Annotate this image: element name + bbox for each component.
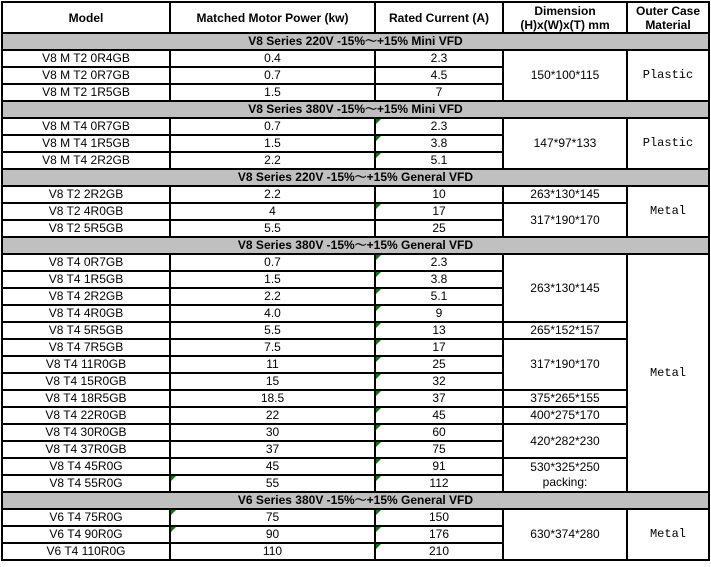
power-cell: 0.7	[170, 118, 375, 135]
power-cell: 7.5	[170, 339, 375, 356]
table-row	[2, 50, 709, 67]
material-cell: Plastic	[627, 50, 709, 101]
model-cell: V8 T4 11R0GB	[2, 356, 170, 373]
model-cell: V8 T2 4R0GB	[2, 203, 170, 220]
dimension-value: 530*325*250	[530, 460, 600, 474]
green-triangle-icon	[376, 119, 381, 124]
dimension-packing-note: packing:	[542, 475, 588, 489]
table-row	[2, 390, 709, 407]
current-cell: 60	[375, 424, 503, 441]
power-cell: 55	[170, 475, 375, 492]
model-cell: V8 T4 37R0GB	[2, 441, 170, 458]
green-triangle-icon	[376, 255, 381, 260]
header-row	[2, 2, 709, 33]
green-triangle-icon	[171, 527, 176, 532]
section-title: V8 Series 220V -15%～+15% Mini VFD	[2, 33, 709, 50]
dimension-cell: 375*265*155	[503, 390, 627, 407]
power-cell: 5.5	[170, 322, 375, 339]
current-cell: 210	[375, 543, 503, 560]
power-cell: 45	[170, 458, 375, 475]
dimension-cell: 420*282*230	[503, 424, 627, 458]
column-header-material-line2: Material	[645, 17, 691, 32]
section-title: V8 Series 380V -15%～+15% Mini VFD	[2, 101, 709, 118]
power-cell: 0.7	[170, 67, 375, 84]
power-cell: 90	[170, 526, 375, 543]
model-cell: V8 T4 4R0GB	[2, 305, 170, 322]
current-cell: 37	[375, 390, 503, 407]
power-cell: 37	[170, 441, 375, 458]
green-triangle-icon	[376, 544, 381, 549]
model-cell: V8 T4 22R0GB	[2, 407, 170, 424]
current-cell: 112	[375, 475, 503, 492]
section-header-row	[2, 101, 709, 118]
power-cell: 2.2	[170, 288, 375, 305]
power-cell: 2.2	[170, 152, 375, 169]
green-triangle-icon	[376, 391, 381, 396]
green-triangle-icon	[376, 425, 381, 430]
column-header-model: Model	[2, 2, 170, 33]
dimension-cell: 263*130*145	[503, 254, 627, 322]
column-header-material-line1: Outer Case	[635, 3, 701, 18]
model-cell: V8 T2 5R5GB	[2, 220, 170, 237]
green-triangle-icon	[376, 476, 381, 481]
model-cell: V8 M T4 0R7GB	[2, 118, 170, 135]
current-cell: 13	[375, 322, 503, 339]
section-title: V8 Series 380V -15%～+15% General VFD	[2, 237, 709, 254]
power-cell: 4	[170, 203, 375, 220]
green-triangle-icon	[376, 153, 381, 158]
green-triangle-icon	[376, 442, 381, 447]
dimension-cell: 630*374*280	[503, 509, 627, 560]
model-cell: V6 T4 75R0G	[2, 509, 170, 526]
table-row	[2, 203, 709, 220]
current-cell: 3.8	[375, 271, 503, 288]
green-triangle-icon	[171, 476, 176, 481]
green-triangle-icon	[376, 408, 381, 413]
material-cell: Metal	[627, 254, 709, 492]
green-triangle-icon	[376, 510, 381, 515]
dimension-cell	[503, 458, 627, 492]
model-cell: V8 T4 5R5GB	[2, 322, 170, 339]
material-cell: Plastic	[627, 118, 709, 169]
current-cell: 5.1	[375, 288, 503, 305]
model-cell: V8 T4 30R0GB	[2, 424, 170, 441]
dimension-cell: 317*190*170	[503, 339, 627, 390]
current-cell: 3.8	[375, 135, 503, 152]
dimension-cell: 400*275*170	[503, 407, 627, 424]
dimension-cell: 263*130*145	[503, 186, 627, 203]
current-cell: 17	[375, 339, 503, 356]
current-cell: 10	[375, 186, 503, 203]
green-triangle-icon	[376, 323, 381, 328]
material-cell: Metal	[627, 186, 709, 237]
model-cell: V8 M T2 0R4GB	[2, 50, 170, 67]
power-cell: 75	[170, 509, 375, 526]
column-header-dimension	[503, 2, 627, 33]
green-triangle-icon	[376, 204, 381, 209]
table-row	[2, 118, 709, 135]
dimension-cell: 150*100*115	[503, 50, 627, 101]
table-row	[2, 458, 709, 475]
current-cell: 9	[375, 305, 503, 322]
section-title: V8 Series 220V -15%～+15% General VFD	[2, 169, 709, 186]
model-cell: V8 T4 18R5GB	[2, 390, 170, 407]
current-cell: 150	[375, 509, 503, 526]
current-cell: 5.1	[375, 152, 503, 169]
power-cell: 4.0	[170, 305, 375, 322]
table-row	[2, 339, 709, 356]
power-cell: 1.5	[170, 135, 375, 152]
column-header-material	[627, 2, 709, 33]
section-header-row	[2, 169, 709, 186]
column-header-power: Matched Motor Power (kw)	[170, 2, 375, 33]
power-cell: 22	[170, 407, 375, 424]
model-cell: V8 T2 2R2GB	[2, 186, 170, 203]
table-row	[2, 424, 709, 441]
model-cell: V8 M T2 1R5GB	[2, 84, 170, 101]
current-cell: 2.3	[375, 118, 503, 135]
model-cell: V8 M T4 1R5GB	[2, 135, 170, 152]
current-cell: 75	[375, 441, 503, 458]
current-cell: 2.3	[375, 50, 503, 67]
power-cell: 5.5	[170, 220, 375, 237]
column-header-dimension-line2: (H)x(W)x(T) mm	[520, 17, 610, 32]
model-cell: V6 T4 90R0G	[2, 526, 170, 543]
table-row	[2, 509, 709, 526]
green-triangle-icon	[376, 306, 381, 311]
power-cell: 1.5	[170, 84, 375, 101]
current-cell: 17	[375, 203, 503, 220]
model-cell: V8 T4 7R5GB	[2, 339, 170, 356]
model-cell: V8 T4 15R0GB	[2, 373, 170, 390]
current-cell: 176	[375, 526, 503, 543]
column-header-current: Rated Current (A)	[375, 2, 503, 33]
green-triangle-icon	[376, 289, 381, 294]
green-triangle-icon	[376, 340, 381, 345]
table-row	[2, 186, 709, 203]
table-row	[2, 254, 709, 271]
model-cell: V8 T4 2R2GB	[2, 288, 170, 305]
power-cell: 110	[170, 543, 375, 560]
dimension-cell: 317*190*170	[503, 203, 627, 237]
green-triangle-icon	[376, 272, 381, 277]
current-cell: 2.3	[375, 254, 503, 271]
current-cell: 7	[375, 84, 503, 101]
section-title: V6 Series 380V -15%～+15% General VFD	[2, 492, 709, 509]
section-header-row	[2, 237, 709, 254]
model-cell: V8 M T2 0R7GB	[2, 67, 170, 84]
model-cell: V8 M T4 2R2GB	[2, 152, 170, 169]
green-triangle-icon	[171, 510, 176, 515]
current-cell: 25	[375, 220, 503, 237]
table-row	[2, 407, 709, 424]
green-triangle-icon	[376, 357, 381, 362]
current-cell: 25	[375, 356, 503, 373]
model-cell: V8 T4 55R0G	[2, 475, 170, 492]
current-cell: 4.5	[375, 67, 503, 84]
dimension-cell: 147*97*133	[503, 118, 627, 169]
power-cell: 1.5	[170, 271, 375, 288]
current-cell: 32	[375, 373, 503, 390]
model-cell: V6 T4 110R0G	[2, 543, 170, 560]
material-cell: Metal	[627, 509, 709, 560]
green-triangle-icon	[376, 374, 381, 379]
model-cell: V8 T4 45R0G	[2, 458, 170, 475]
power-cell: 0.4	[170, 50, 375, 67]
model-cell: V8 T4 0R7GB	[2, 254, 170, 271]
green-triangle-icon	[376, 527, 381, 532]
model-cell: V8 T4 1R5GB	[2, 271, 170, 288]
dimension-cell: 265*152*157	[503, 322, 627, 339]
section-header-row	[2, 33, 709, 50]
power-cell: 30	[170, 424, 375, 441]
green-triangle-icon	[376, 136, 381, 141]
power-cell: 18.5	[170, 390, 375, 407]
power-cell: 15	[170, 373, 375, 390]
power-cell: 11	[170, 356, 375, 373]
vfd-spec-table	[1, 1, 710, 561]
current-cell: 91	[375, 458, 503, 475]
column-header-dimension-line1: Dimension	[534, 3, 596, 18]
table-row	[2, 322, 709, 339]
power-cell: 0.7	[170, 254, 375, 271]
current-cell: 45	[375, 407, 503, 424]
power-cell: 2.2	[170, 186, 375, 203]
green-triangle-icon	[376, 459, 381, 464]
section-header-row	[2, 492, 709, 509]
